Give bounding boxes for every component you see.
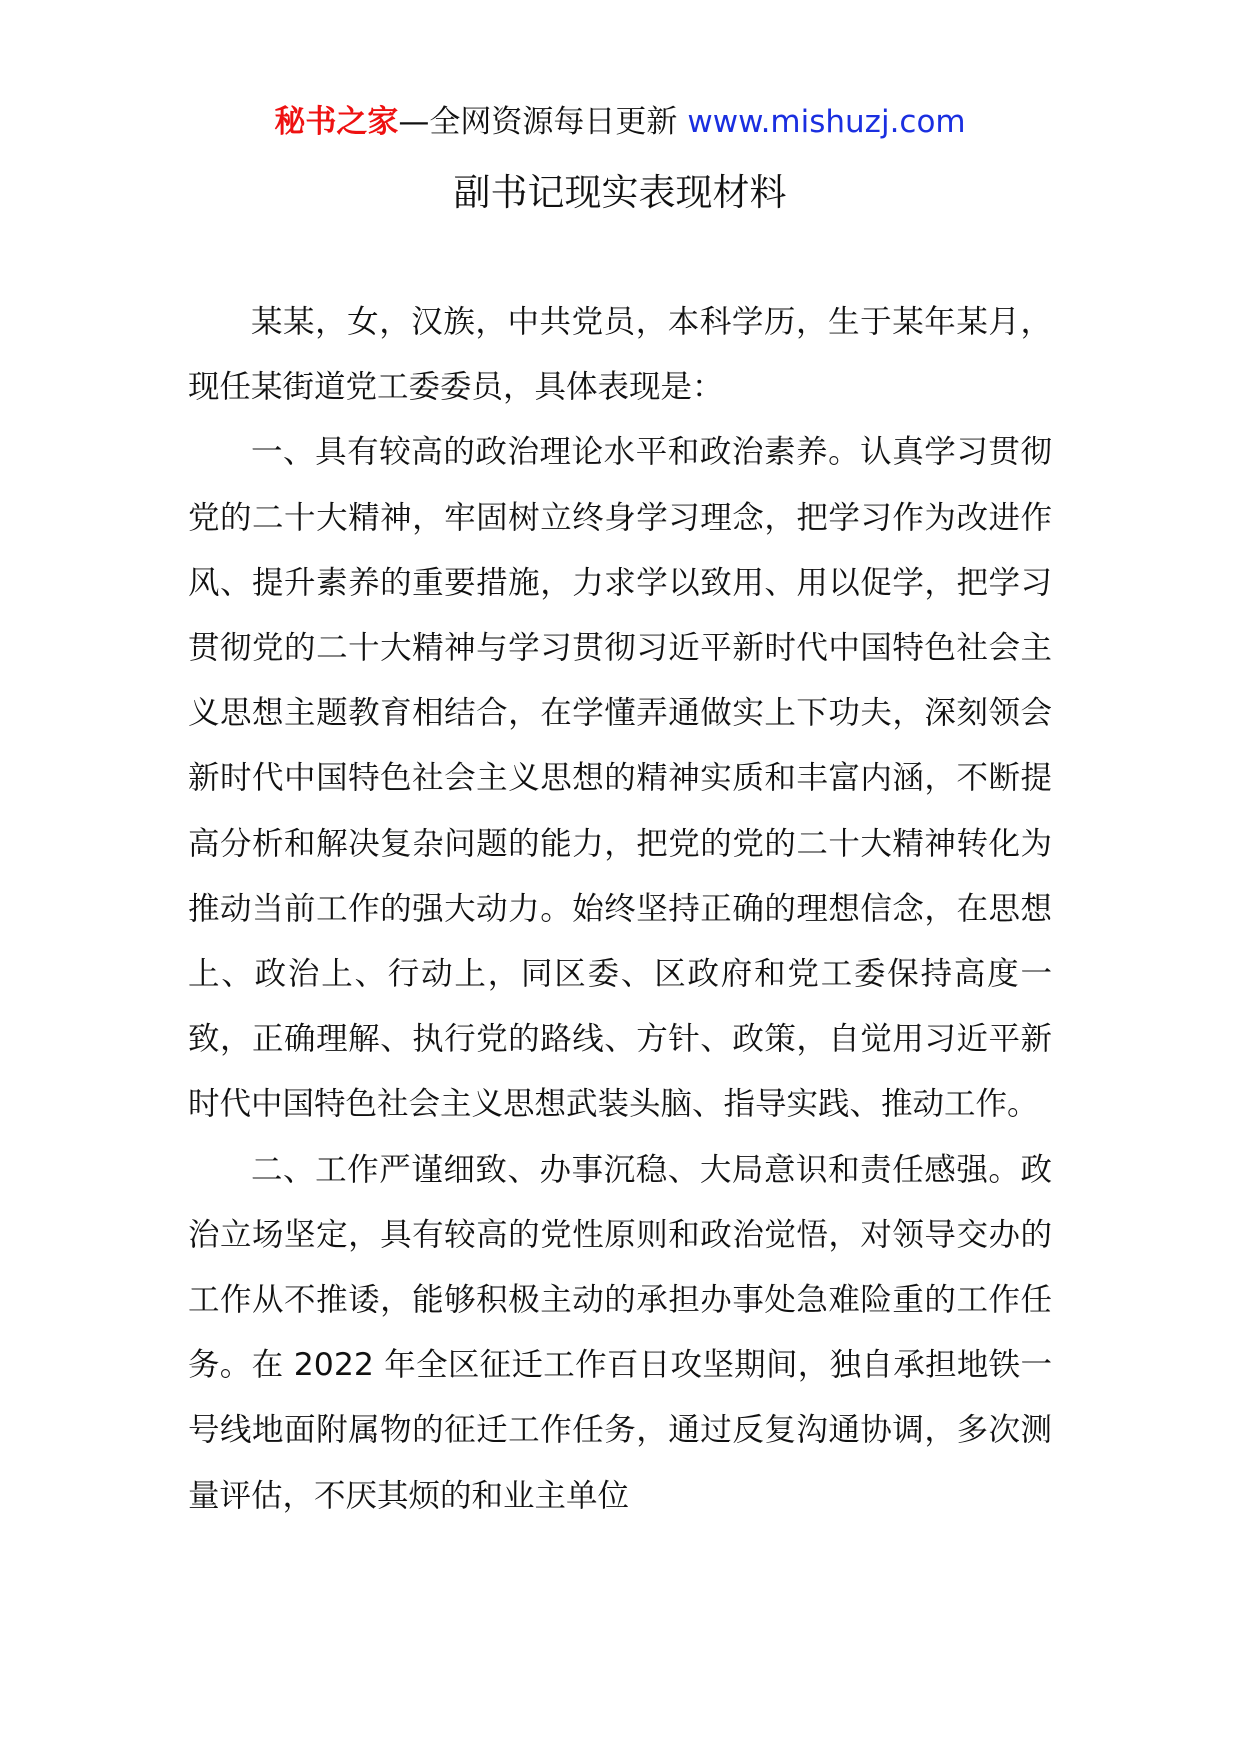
site-tagline: —全网资源每日更新 — [398, 104, 678, 140]
paragraph-intro: 某某，女，汉族，中共党员，本科学历，生于某年某月，现任某街道党工委委员，具体表现是： — [188, 304, 1052, 406]
paragraph-section-2: 二、工作严谨细致、办事沉稳、大局意识和责任感强。政治立场坚定，具有较高的党性原则和政治觉悟，对领导交办的工作从不推诿，能够积极主动的承担办事处急难险重的工作任务。在 2022 年全区征迁工作百日攻坚期间，独自承担地铁一号线地面附属物的征迁工作任务，通过反复沟通协调，多次测量评估，不厌其烦的和业主单位 — [188, 1151, 1052, 1514]
site-header — [0, 100, 1240, 144]
document-title: 副书记现实表现材料 — [453, 171, 787, 214]
site-url-link[interactable]: www.mishuzj.com — [687, 104, 966, 140]
paragraph-section-1: 一、具有较高的政治理论水平和政治素养。认真学习贯彻党的二十大精神，牢固树立终身学习理念，把学习作为改进作风、提升素养的重要措施，力求学以致用、用以促学，把学习贯彻党的二十大精神与学习贯彻习近平新时代中国特色社会主义思想主题教育相结合，在学懂弄通做实上下功夫，深刻领会新时代中国特色社会主义思想的精神实质和丰富内涵，不断提高分析和解决复杂问题的能力，把党的党的二十大精神转化为推动当前工作的强大动力。始终坚持正确的理想信念，在思想上、政治上、行动上，同区委、区政府和党工委保持高度一致，正确理解、执行党的路线、方针、政策，自觉用习近平新时代中国特色社会主义思想武装头脑、指导实践、推动工作。 — [188, 434, 1052, 1123]
brand-name: 秘书之家 — [274, 104, 399, 140]
document-body — [188, 290, 1052, 1529]
